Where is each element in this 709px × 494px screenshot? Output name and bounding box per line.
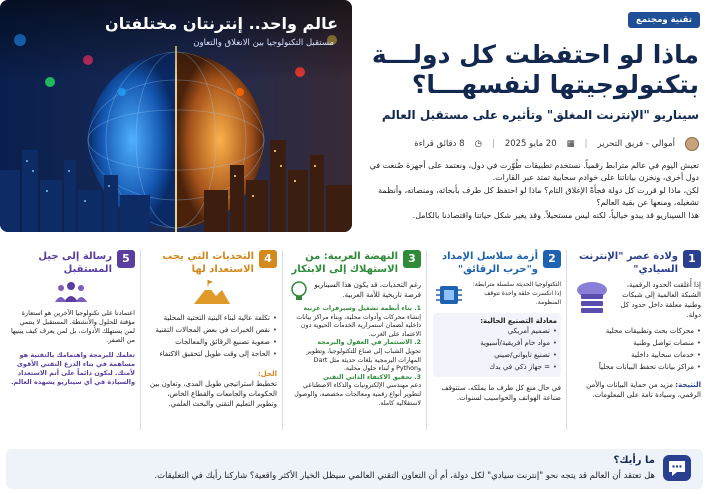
manufacturing-equation-box <box>433 313 561 377</box>
section-title: رسالة إلى جيل المستقبل <box>38 251 112 275</box>
intro-paragraph: لكن، ماذا لو قررت كل دولة فجأةً الإغلاق التام؟ ماذا لو احتفظ كل طرف بأبحاثه، ومنصاته، وأنظمة تشغيله، ومنعها عن بقية العالم؟ <box>378 186 699 207</box>
column-future-message <box>7 250 135 430</box>
lightbulb-icon <box>289 280 309 302</box>
footer-question: ما رأيك؟ <box>613 455 655 466</box>
article-subtitle: سيناريو "الإنترنت المغلق" وتأثيره على مستقبل العالم <box>381 108 699 122</box>
section-lead: التكنولوجيا الحديثة سلسلة مترابطة: إذا انكسرت حلقة واحدة تتوقف المنظومة. <box>472 281 561 306</box>
people-group-icon <box>53 280 89 302</box>
subsection-text: تحويل الشباب إلى صناع للتكنولوجيا، وتطوير المهارات البرمجية بلغات حديثة مثل Dart وPython و لبناء حلول محلية. <box>306 347 421 373</box>
list-item: • تصنيع تايواني/صيني <box>437 350 557 360</box>
article-intro <box>359 160 699 223</box>
article-meta <box>359 137 699 151</box>
list-item: • تكلفة عالية لبناء البنية التحتية المحلية <box>147 313 277 323</box>
section-lead: رغم التحديات، قد يكون هذا السيناريو فرصة تاريخية للأمة العربية. <box>314 281 421 299</box>
clock-icon: ◷ <box>474 139 482 149</box>
list-item: • مواد خام أفريقية/آسيوية <box>437 338 557 348</box>
server-cloud-icon <box>573 280 611 314</box>
article-title-line2: بتكنولوجيتها لنفسهـــا؟ <box>411 70 699 99</box>
result-label: النتيجة: <box>675 381 701 389</box>
column-supply-chain <box>433 250 561 430</box>
list-item: • محركات بحث وتطبيقات محلية <box>573 326 701 336</box>
result-text: مزيد من حماية البيانات والأمن الرقمي، وسيادة تامة على المعلومات. <box>586 381 701 399</box>
box-title: معادلة التصنيع الحالية: <box>480 317 557 325</box>
section-title: أزمة سلاسل الإمداد و"حرب الرقائق" <box>442 251 538 275</box>
mountain-icon <box>192 280 232 306</box>
section-lead: إذا أُغلقت الحدود الرقمية، الشبكة العالمية إلى شبكات وطنية معلقة داخل حدود كل دولة. <box>620 281 701 319</box>
section-number: 5 <box>117 250 135 268</box>
message-highlight: تعلمك للبرمجة واهتمامك بالتقنية هو مساهمة في بناء الدرع التقني الأقوى لأمتك. لنكون دائماً على أتم الاستعداد والسيادة في أي سيناريو يشهده العالم. <box>10 351 135 386</box>
equation-list <box>437 326 557 372</box>
calendar-icon: ▦ <box>566 139 575 149</box>
chip-icon <box>433 280 465 310</box>
message-text: اعتمادنا على تكنولوجيا الآخرين هو استعارة مؤقتة للحلول والأنشطة. المستقبل لا ينتمي لمن يستهلك الأدوات، بل لمن يعرف كيف يبنيها من الصفر. <box>10 309 135 344</box>
list-item: • خدمات سحابية داخلية <box>573 350 701 360</box>
section-number: 1 <box>683 250 701 268</box>
hero-subtitle: مستقبل التكنولوجيا بين الانغلاق والتعاون <box>193 38 334 48</box>
subsection-title: 3. تحقيق الاكتفاء الذاتي التقني <box>322 373 421 381</box>
subsection-text: إنشاء محركات وأدوات محلية، وبناء مراكز بيانات داخلية لضمان استمرارية الخدمات الحيوية دون الاعتماد على الغرب. <box>296 313 421 338</box>
list-item: • = جهاز ذكي في يدك <box>437 362 557 372</box>
section-title: النهضة العربية: من الاستهلاك إلى الابتكار <box>291 251 398 275</box>
hero-illustration <box>0 0 352 232</box>
publish-date: 20 مايو 2025 <box>504 139 557 149</box>
column-challenges <box>147 250 277 430</box>
list-item: • منصات تواصل وطنية <box>573 338 701 348</box>
challenges-list <box>147 313 277 359</box>
comment-prompt-bar <box>6 449 703 489</box>
column-divider <box>566 250 567 430</box>
chat-bubble-icon[interactable] <box>663 455 691 481</box>
intro-paragraph: تعيش اليوم في عالم مترابط رقمياً. نستخدم تطبيقات طُوّرت في دول، ونعتمد على أجهزة صُنعت في دول أخرى، ونخزن بياناتنا على خوادم سحابية تمتد عبر القارات. <box>369 161 699 182</box>
subsection-text: دعم مهندسي الإلكترونيات والذكاء الاصطناعي لتطوير أنواع رقمية ومعالجات مخصصة، والوصول لاستقلالية كاملة. <box>294 382 421 407</box>
list-item: • نقص الخبرات في بعض المجالات التقنية <box>147 325 277 335</box>
author-avatar[interactable] <box>685 137 699 151</box>
section-title: ولادة عصر "الإنترنت السيادي" <box>578 251 678 275</box>
result-text: في حال منع كل طرف ما يملكه، ستتوقف صناعة الهواتف والحواسيب لسنوات. <box>441 384 561 402</box>
list-item: • تصميم أمريكي <box>437 326 557 336</box>
hero-image <box>0 0 352 232</box>
column-divider <box>426 250 427 430</box>
solution-text: تخطيط استراتيجي طويل المدى، وتعاون بين الحكومات والجامعات والقطاع الخاص، وتطوير التعليم التقني والبحث العلمي. <box>150 380 277 408</box>
read-time: 8 دقائق قراءة <box>414 139 465 149</box>
list-item: • صعوبة تصنيع الرقائق والمعالجات <box>147 337 277 347</box>
list-item: • مراكز بيانات تحفظ البيانات محلياً <box>573 362 701 372</box>
subsection-title: 2. الاستثمار في العقول والبرمجة <box>317 339 421 347</box>
feature-list <box>573 326 701 372</box>
section-number: 3 <box>403 250 421 268</box>
article-title-line1: ماذا لو احتفظت كل دولـــة <box>371 40 699 69</box>
section-number: 2 <box>543 250 561 268</box>
subsection-title: 1. بناء أنظمة تشغيل وسيرفرات عربية <box>303 305 421 312</box>
hero-title: عالم واحد.. إنترنتان مختلفتان <box>105 14 338 33</box>
solution-label: الحل: <box>257 370 277 378</box>
column-divider <box>140 250 141 430</box>
section-title: التحديات التي يجب الاستعداد لها <box>162 251 254 275</box>
column-sovereign-internet <box>573 250 701 430</box>
column-divider <box>282 250 283 430</box>
meta-separator: | <box>491 139 495 149</box>
category-badge[interactable]: تقنية ومجتمع <box>628 12 700 28</box>
meta-separator: | <box>584 139 588 149</box>
intro-paragraph: هذا السيناريو قد يبدو خيالياً، لكنه ليس مستحيلاً. وقد يغير شكل حياتنا واقتصادنا بالكامل. <box>412 211 699 220</box>
column-arab-renaissance <box>289 250 421 430</box>
footer-text: هل تعتقد أن العالم قد يتجه نحو "إنترنت سيادي" لكل دولة، أم أن التعاون التقني العالمي سيظل الخيار الأكثر واقعية؟ شاركنا رأيك في التعليقات. <box>154 471 655 481</box>
author-name[interactable]: أموالي - فريق التحرير <box>597 139 675 149</box>
list-item: • الحاجة إلى وقت طويل لتحقيق الاكتفاء <box>147 349 277 359</box>
section-number: 4 <box>259 250 277 268</box>
